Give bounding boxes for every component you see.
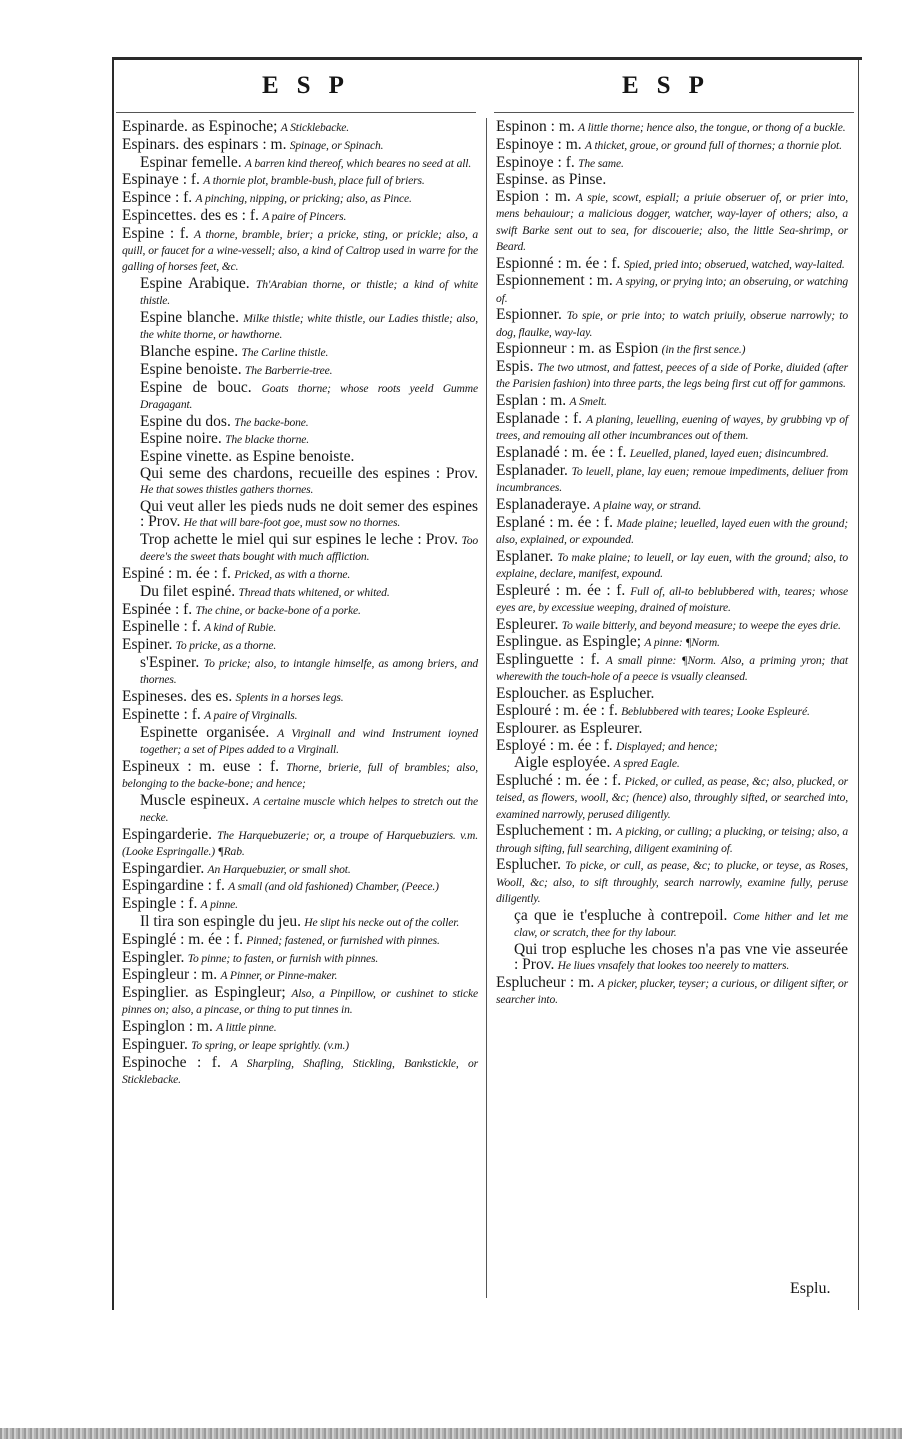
entry-gloss: The chine, or backe-bone of a porke.	[195, 603, 361, 617]
dictionary-entry	[496, 686, 848, 701]
entry-headword: Esplingue. as Espingle;	[496, 633, 642, 651]
entry-gloss: To picke, or cull, as pease, &c; to plucke, or teyse, as Roses, Wooll, &c; also, to sift throughly, search narrowly, examine fully, peruse diligently.	[496, 859, 849, 905]
dictionary-entry	[122, 1055, 478, 1087]
dictionary-entry	[496, 497, 848, 513]
entry-headword: Espine du dos.	[140, 412, 231, 430]
entry-gloss: A certaine muscle which helpes to stretch out the necke.	[140, 794, 479, 824]
entry-gloss: To waile bitterly, and beyond measure; to weepe the eyes drie.	[561, 618, 841, 632]
entry-headword: Qui seme des chardons, recueille des espines : Prov.	[140, 464, 478, 482]
entry-headword: Espingardier.	[122, 859, 205, 877]
entry-headword: ça que ie t'espluche à contrepoil.	[514, 906, 728, 924]
entry-gloss: Pricked, as with a thorne.	[234, 567, 351, 581]
entry-gloss: A pinne: ¶Norm.	[644, 636, 720, 650]
catchword: Esplu.	[790, 1280, 831, 1297]
running-head-right: ESP	[622, 72, 722, 99]
entry-headword: Espinoche : f.	[122, 1053, 221, 1071]
entry-headword: Esploucher. as Esplucher.	[496, 685, 655, 703]
entry-headword: Espion : m.	[496, 188, 571, 206]
entry-headword: Espineses. des es.	[122, 687, 233, 705]
left-column	[122, 119, 478, 1089]
entry-headword: Qui veut aller les pieds nuds ne doit semer des espines : Prov.	[140, 497, 478, 531]
entry-gloss: A spie, scowt, espiall; a priuie obseruer of, or prier into, mens behauiour; a malicious dogger, watcher, way-layer of others; also, a swift Barke sent out to sea, for discouerie; also, the little Sea-shrimp, or Beard.	[496, 191, 848, 253]
dictionary-entry	[122, 190, 478, 206]
dictionary-entry	[122, 566, 478, 582]
dictionary-entry	[496, 411, 848, 443]
entry-gloss: To pricke; also, to intangle himselfe, as among briers, and thornes.	[140, 656, 478, 687]
entry-gloss: Come hither and let me claw, or scratch, thee for thy labour.	[514, 909, 848, 939]
dictionary-entry	[122, 344, 478, 360]
dictionary-entry	[496, 773, 848, 822]
dictionary-entry	[496, 617, 848, 633]
entry-headword: Du filet espiné.	[140, 582, 236, 600]
entry-gloss: The Harquebuzerie; or, a troupe of Harquebuziers. v.m. (Looke Espringalle.) ¶Rab.	[122, 828, 479, 858]
entry-gloss: Th'Arabian thorne, or thistle; a kind of white thistle.	[140, 277, 478, 308]
dictionary-entry	[122, 725, 478, 757]
entry-headword: Espinglier. as Espingleur;	[122, 984, 286, 1002]
entry-headword: Esplanader.	[496, 461, 568, 479]
dictionary-entry	[122, 362, 478, 378]
entry-gloss: Displayed; and hence;	[615, 739, 718, 753]
entry-headword: Espinon : m.	[496, 118, 575, 135]
dictionary-entry	[122, 499, 478, 530]
dictionary-entry	[122, 310, 478, 342]
entry-headword: Esplanadé : m. ée : f.	[496, 443, 627, 461]
entry-headword: Esplaner.	[496, 547, 554, 565]
dictionary-entry	[496, 857, 848, 906]
dictionary-entry	[122, 1019, 478, 1035]
entry-gloss: The blacke thorne.	[225, 433, 310, 447]
entry-headword: Espinoye : m.	[496, 135, 582, 153]
entry-gloss: A paire of Virginalls.	[204, 708, 298, 722]
entry-gloss: To spie, or prie into; to watch priuily, obserue narrowly; to dog, flaulke, way-lay.	[496, 309, 848, 339]
entry-gloss: A little thorne; hence also, the tongue, or thong of a buckle.	[578, 121, 846, 134]
entry-gloss: To pricke, as a thorne.	[175, 639, 277, 653]
entry-headword: Esplouré : m. ée : f.	[496, 701, 618, 719]
dictionary-entry	[122, 431, 478, 447]
dictionary-entry	[496, 445, 848, 461]
dictionary-entry	[122, 967, 478, 983]
entry-headword: Espinglon : m.	[122, 1018, 213, 1036]
entry-headword: Blanche espine.	[140, 342, 239, 360]
entry-gloss: The same.	[578, 156, 624, 170]
entry-gloss: Milke thistle; white thistle, our Ladies thistle; also, the white thorne, or hawthorne.	[140, 311, 479, 342]
entry-gloss: A Sticklebacke.	[280, 121, 350, 134]
dictionary-entry	[496, 359, 848, 391]
dictionary-entry	[496, 155, 848, 171]
dictionary-entry	[122, 878, 478, 894]
entry-headword: Espinguer.	[122, 1035, 188, 1053]
entry-headword: Esplan : m.	[496, 392, 567, 410]
entry-headword: Espinar femelle.	[140, 153, 242, 171]
entry-headword: Il tira son espingle du jeu.	[140, 912, 301, 930]
dictionary-entry	[496, 256, 848, 272]
dictionary-entry	[122, 155, 478, 171]
entry-gloss: To leuell, plane, lay euen; remoue impediments, deliuer from incumbrances.	[496, 464, 848, 494]
entry-gloss: A thornie plot, bramble-bush, place full of briers.	[203, 174, 425, 188]
page-frame-right-edge	[858, 60, 859, 1310]
entry-headword: Espine : f.	[122, 224, 189, 242]
dictionary-entry	[122, 655, 478, 687]
dictionary-entry	[496, 463, 848, 495]
entry-headword: Espinaye : f.	[122, 171, 200, 189]
entry-gloss: A thicket, groue, or ground full of thornes; a thornie plot.	[584, 138, 842, 152]
entry-headword: Esployé : m. ée : f.	[496, 736, 613, 754]
entry-gloss: A Pinner, or Pinne-maker.	[220, 969, 338, 983]
entry-headword: Espinglé : m. ée : f.	[122, 930, 243, 948]
entry-headword: Espluché : m. ée : f.	[496, 772, 622, 790]
entry-headword: Espiner.	[122, 636, 173, 654]
entry-gloss: Spinage, or Spinach.	[289, 138, 384, 152]
entry-headword: Espingler.	[122, 948, 185, 966]
entry-gloss: He that sowes thistles gathers thornes.	[140, 483, 314, 497]
dictionary-entry	[496, 137, 848, 153]
entry-gloss: A planing, leuelling, euening of wayes, by grubbing vp of trees, and remouing all other incumbrances out of them.	[496, 412, 849, 443]
entry-gloss: (in the first sence.)	[661, 343, 746, 357]
dictionary-entry	[122, 950, 478, 966]
entry-gloss: Leuelled, planed, layed euen; disincumbred.	[629, 446, 829, 460]
right-column	[496, 119, 848, 1009]
entry-gloss: A kind of Rubie.	[204, 621, 277, 635]
entry-headword: Espine noire.	[140, 430, 222, 448]
dictionary-entry	[122, 1037, 478, 1053]
dictionary-entry	[122, 380, 478, 412]
dictionary-entry	[122, 172, 478, 188]
entry-gloss: A pinching, nipping, or pricking; also, as Pince.	[195, 192, 412, 206]
entry-headword: Esplourer. as Espleurer.	[496, 719, 643, 737]
entry-headword: Espluchement : m.	[496, 822, 613, 840]
entry-gloss: The two utmost, and fattest, peeces of a side of Porke, diuided (after the Parisien fashion) into three parts, the legs being first cut off for gammons.	[496, 361, 848, 391]
entry-headword: Espinelle : f.	[122, 618, 201, 636]
entry-headword: Esplinguette : f.	[496, 651, 600, 669]
entry-gloss: Thread thats whitened, or whited.	[238, 585, 390, 599]
entry-headword: Esplucher.	[496, 856, 561, 874]
entry-gloss: To make plaine; to leuell, or lay euen, with the ground; also, to explaine, declare, manifest, expound.	[496, 550, 848, 580]
scan-edge-strip	[0, 1428, 902, 1439]
entry-headword: s'Espiner.	[140, 653, 200, 671]
entry-headword: Espingle : f.	[122, 895, 198, 913]
entry-gloss: A small (and old fashioned) Chamber, (Peece.)	[228, 880, 439, 894]
dictionary-entry	[122, 532, 478, 564]
dictionary-entry	[496, 721, 848, 736]
entry-headword: Espine blanche.	[140, 308, 240, 326]
dictionary-entry	[496, 823, 848, 855]
entry-gloss: Spied, pried into; obserued, watched, way-laited.	[623, 257, 845, 271]
dictionary-entry	[122, 466, 478, 497]
entry-headword: Espingardine : f.	[122, 877, 225, 895]
entry-gloss: The Barberrie-tree.	[244, 363, 333, 377]
entry-headword: Espine de bouc.	[140, 378, 252, 396]
dictionary-entry	[122, 932, 478, 948]
dictionary-entry	[122, 208, 478, 224]
entry-headword: Espincettes. des es : f.	[122, 206, 259, 224]
dictionary-entry	[122, 707, 478, 723]
dictionary-entry	[122, 985, 478, 1017]
entry-gloss: Thorne, brierie, full of brambles; also, belonging to the backe-bone; and hence;	[122, 760, 479, 790]
entry-gloss: He liues vnsafely that lookes too neerely to matters.	[557, 958, 790, 972]
entry-headword: Espinée : f.	[122, 600, 193, 618]
entry-headword: Espinette organisée.	[140, 723, 270, 741]
entry-headword: Espineux : m. euse : f.	[122, 757, 280, 775]
dictionary-entry	[496, 738, 848, 754]
entry-headword: Espleuré : m. ée : f.	[496, 581, 626, 599]
running-head-left: ESP	[262, 72, 362, 99]
entry-headword: Espionneur : m. as Espion	[496, 340, 659, 358]
dictionary-entry	[496, 703, 848, 719]
dictionary-entry	[122, 827, 478, 859]
entry-gloss: He that will bare-foot goe, must sow no thornes.	[183, 516, 401, 530]
entry-gloss: An Harquebuzier, or small shot.	[207, 862, 351, 876]
dictionary-entry	[122, 119, 478, 135]
entry-gloss: A barren kind thereof, which beares no seed at all.	[244, 156, 472, 170]
entry-headword: Espinarde. as Espinoche;	[122, 118, 278, 135]
dictionary-entry	[122, 619, 478, 635]
dictionary-entry	[496, 172, 848, 187]
entry-headword: Qui trop espluche les choses n'a pas vne vie asseurée : Prov.	[514, 940, 848, 973]
entry-headword: Espinette : f.	[122, 705, 201, 723]
dictionary-entry	[122, 276, 478, 308]
entry-gloss: A Sharpling, Shafling, Stickling, Bankstickle, or Sticklebacke.	[122, 1056, 478, 1086]
entry-headword: Espinoye : f.	[496, 153, 575, 171]
entry-headword: Espine Arabique.	[140, 274, 250, 292]
dictionary-entry	[122, 861, 478, 877]
entry-gloss: A picking, or culling; a plucking, or teising; also, a through sifting, full searching, diligent examining of.	[496, 825, 849, 855]
entry-gloss: The Carline thistle.	[241, 345, 329, 359]
entry-gloss: Pinned; fastened, or furnished with pinnes.	[246, 933, 440, 947]
entry-headword: Espinars. des espinars : m.	[122, 135, 287, 153]
entry-headword: Espleurer.	[496, 615, 559, 633]
entry-gloss: To pinne; to fasten, or furnish with pinnes.	[187, 951, 379, 965]
column-separator	[486, 118, 487, 1298]
dictionary-entry	[122, 449, 478, 464]
entry-headword: Esplané : m. ée : f.	[496, 513, 614, 531]
dictionary-entry	[496, 652, 848, 684]
dictionary-entry	[122, 137, 478, 153]
dictionary-entry	[496, 634, 848, 650]
entry-headword: Aigle esployée.	[514, 754, 611, 772]
entry-headword: Espionnement : m.	[496, 272, 613, 290]
entry-gloss: Splents in a horses legs.	[235, 690, 344, 704]
entry-gloss: A Smelt.	[569, 395, 607, 409]
entry-gloss: A plaine way, or strand.	[593, 498, 702, 512]
dictionary-entry	[496, 119, 848, 135]
dictionary-entry	[496, 273, 848, 305]
dictionary-entry	[122, 414, 478, 430]
dictionary-entry	[122, 226, 478, 275]
dictionary-entry	[496, 942, 848, 973]
entry-gloss: The backe-bone.	[234, 415, 309, 429]
entry-gloss: Too deere's the sweet thats bought with much affliction.	[140, 533, 479, 564]
entry-headword: Trop achette le miel qui sur espines le leche : Prov.	[140, 530, 458, 548]
entry-headword: Espingleur : m.	[122, 966, 218, 984]
entry-gloss: A Virginall and wind Instrument ioyned together; a set of Pipes added to a Virginall.	[140, 726, 479, 756]
entry-gloss: Also, a Pinpillow, or cushinet to sticke pinnes on; also, a pincase, or thing to put tinnes in.	[122, 987, 478, 1017]
dictionary-entry	[496, 515, 848, 547]
dictionary-entry	[496, 393, 848, 409]
dictionary-entry	[122, 602, 478, 618]
entry-headword: Espionner.	[496, 306, 562, 324]
entry-gloss: A paire of Pincers.	[262, 209, 347, 223]
entry-headword: Esplanade : f.	[496, 409, 583, 427]
entry-gloss: To spring, or leape sprightly. (v.m.)	[191, 1038, 349, 1052]
entry-headword: Espine benoiste.	[140, 360, 242, 378]
entry-headword: Esplucheur : m.	[496, 973, 595, 991]
dictionary-entry	[496, 341, 848, 357]
dictionary-entry	[496, 307, 848, 339]
entry-gloss: A small pinne: ¶Norm. Also, a priming yron; that wherewith the touch-hole of a peece is vsually cleansed.	[496, 654, 849, 684]
entry-gloss: Made plaine; leuelled, layed euen with the ground; also, explained, or expounded.	[496, 516, 848, 546]
dictionary-entry	[496, 189, 848, 254]
entry-headword: Espince : f.	[122, 189, 193, 207]
entry-gloss: Full of, all-to beblubbered with, teares; whose eyes are, by excessiue weeping, drained of moisture.	[496, 584, 849, 614]
entry-headword: Espiné : m. ée : f.	[122, 564, 231, 582]
dictionary-entry	[122, 689, 478, 705]
entry-gloss: A little pinne.	[216, 1021, 277, 1035]
dictionary-entry	[122, 584, 478, 600]
dictionary-entry	[122, 793, 478, 825]
entry-headword: Espionné : m. ée : f.	[496, 254, 621, 272]
dictionary-entry	[496, 975, 848, 1007]
dictionary-entry	[122, 637, 478, 653]
dictionary-entry	[122, 896, 478, 912]
entry-gloss: Picked, or culled, as pease, &c; also, plucked, or teised, as flowers, wooll, &c; (hence) also, throughly sifted, or searched into, examined narrowly, perused diligently.	[496, 775, 849, 821]
dictionary-entry	[496, 755, 848, 771]
entry-headword: Muscle espineux.	[140, 791, 250, 809]
entry-gloss: A pinne.	[200, 898, 238, 912]
entry-headword: Espingarderie.	[122, 825, 212, 843]
entry-gloss: A spying, or prying into; an obseruing, or watching of.	[496, 275, 848, 305]
dictionary-entry	[496, 908, 848, 940]
entry-headword: Espine vinette. as Espine benoiste.	[140, 448, 355, 466]
entry-gloss: A spred Eagle.	[613, 757, 680, 771]
entry-headword: Espinse. as Pinse.	[496, 171, 607, 189]
dictionary-entry	[122, 759, 478, 791]
entry-gloss: Beblubbered with teares; Looke Espleuré.	[621, 704, 810, 718]
entry-headword: Espis.	[496, 358, 534, 376]
entry-gloss: He slipt his necke out of the coller.	[304, 915, 460, 929]
header-rule-right	[494, 112, 854, 113]
entry-gloss: Goats thorne; whose roots yeeld Gumme Dragagant.	[140, 381, 479, 411]
entry-gloss: A picker, plucker, teyser; a curious, or diligent sifter, or searcher into.	[496, 976, 848, 1006]
dictionary-entry	[496, 583, 848, 615]
dictionary-entry	[496, 549, 848, 581]
header-rule-left	[116, 112, 476, 113]
entry-headword: Esplanaderaye.	[496, 495, 591, 513]
dictionary-entry	[122, 914, 478, 930]
entry-gloss: A thorne, bramble, brier; a pricke, sting, or prickle; also, a quill, or faucet for a wine-vessell; also, a kind of Caltrop used in warre for the galling of horses feet, &c.	[122, 227, 479, 274]
